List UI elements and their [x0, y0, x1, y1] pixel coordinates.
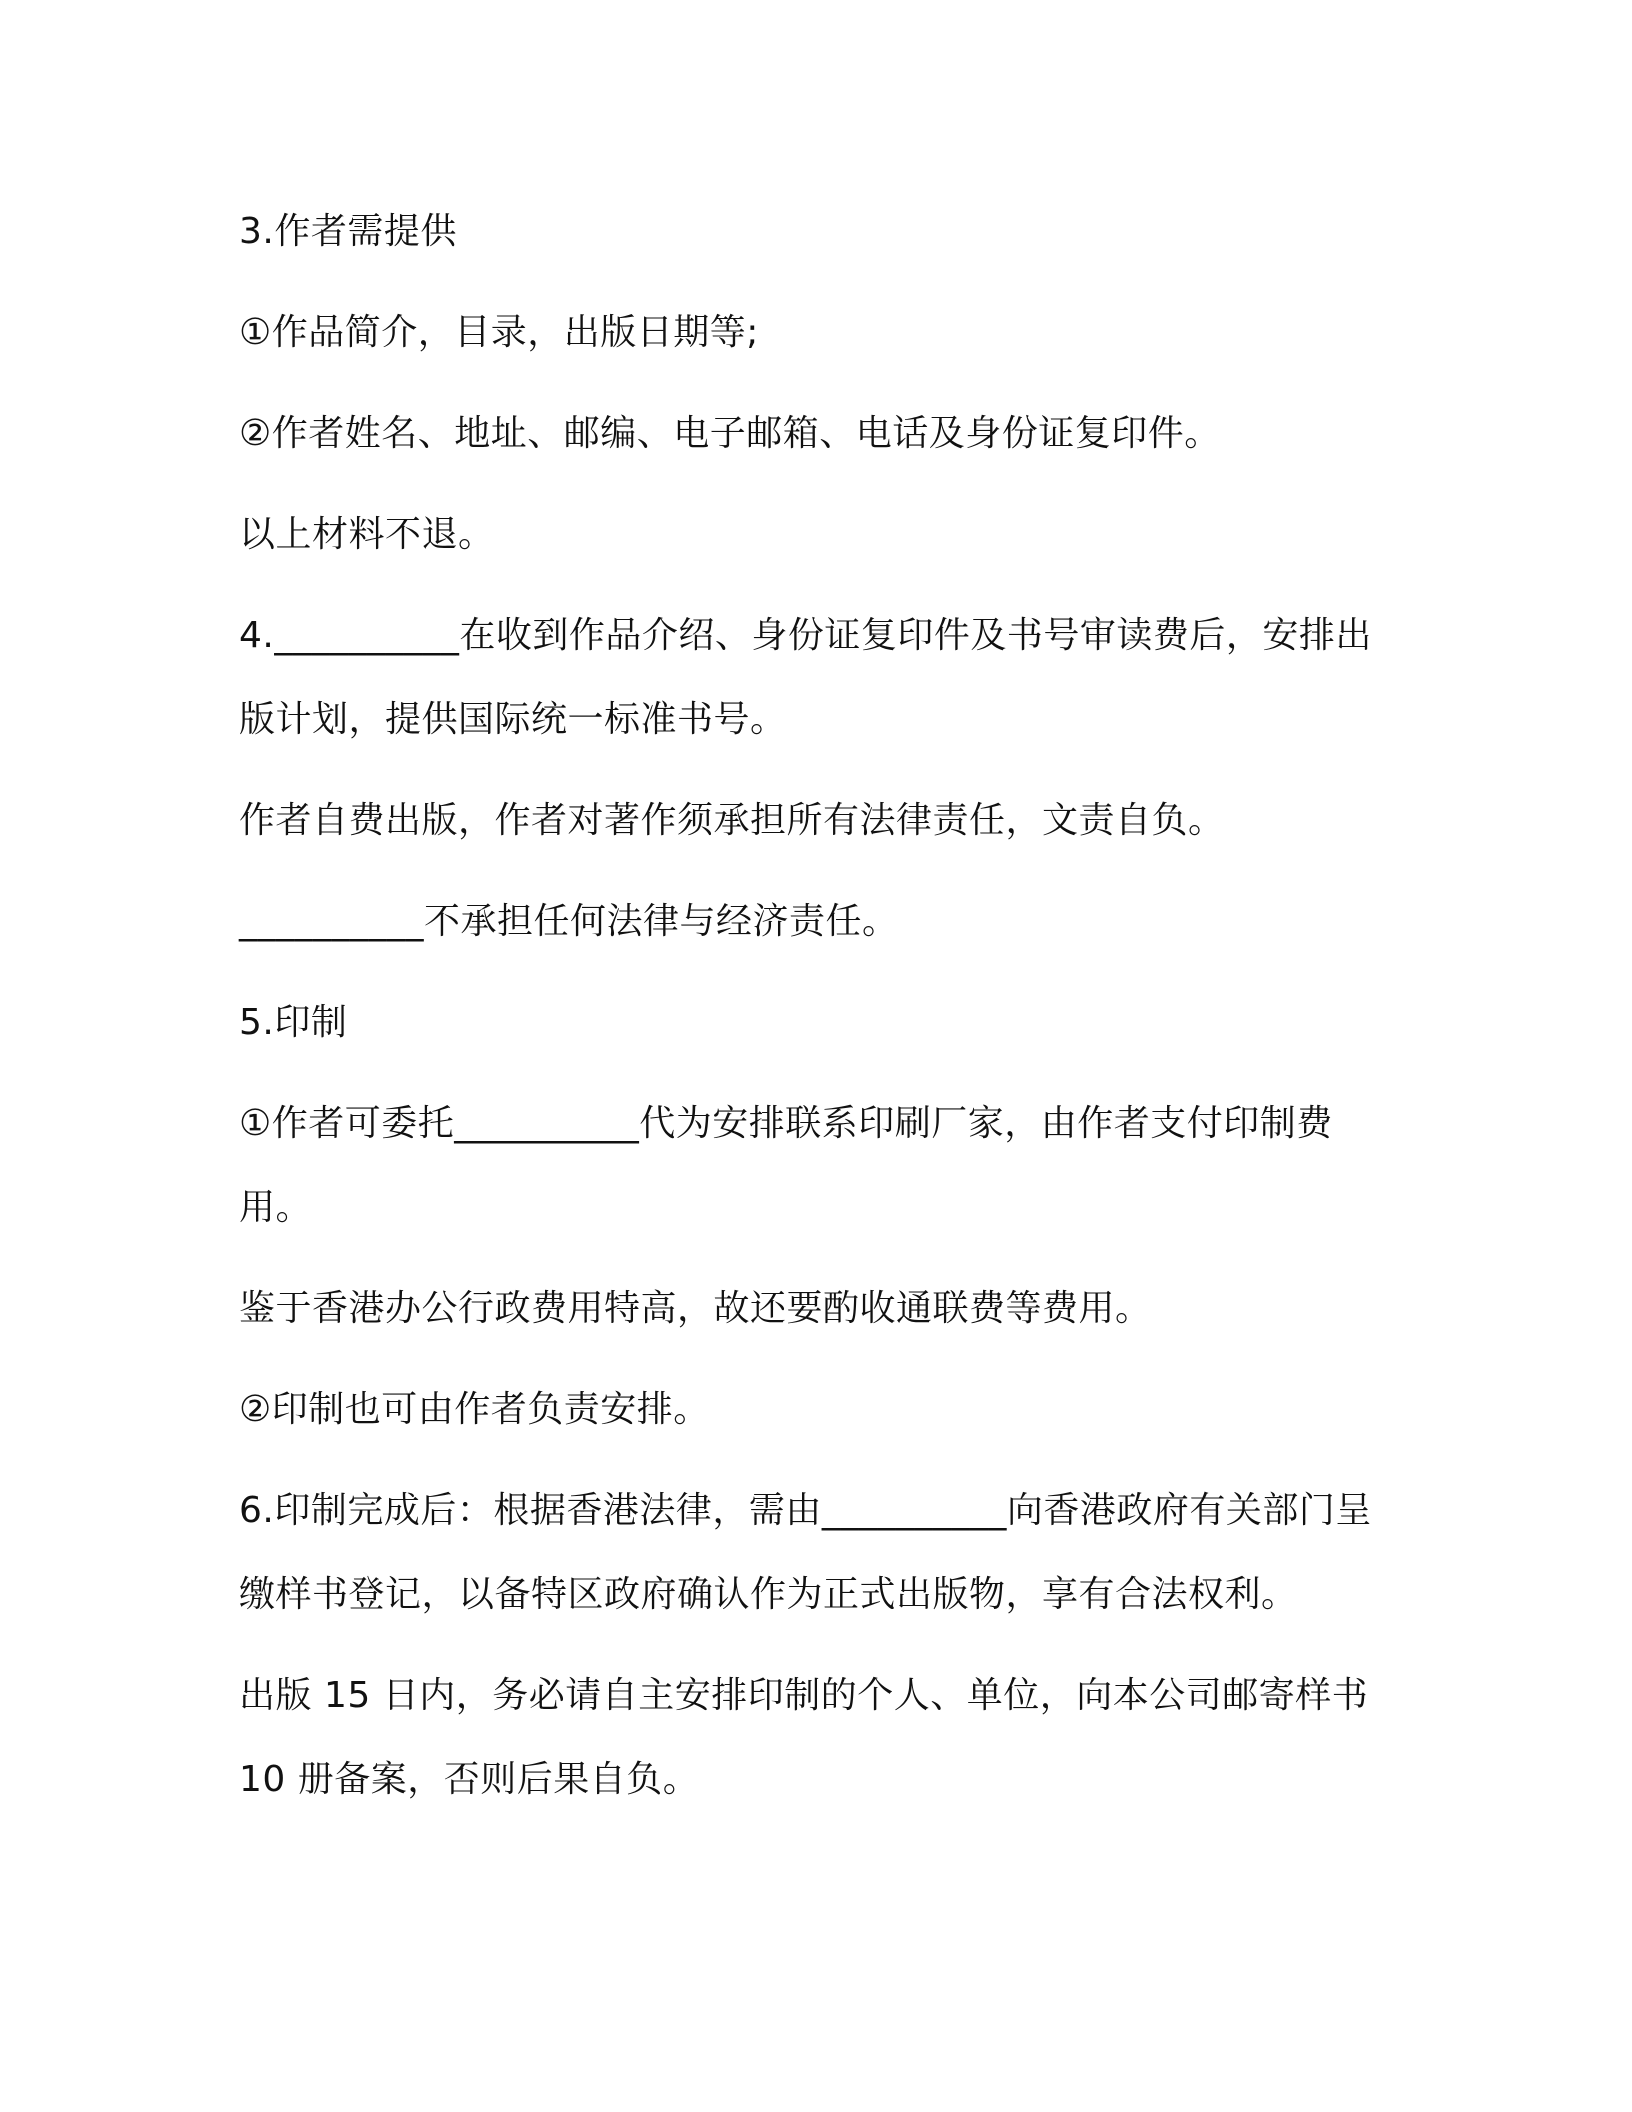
paragraph: 出版 15 日内，务必请自主安排印制的个人、单位，向本公司邮寄样书 10 册备案，否则后果自负。	[239, 1675, 1381, 1800]
list-item: ①作品简介，目录，出版日期等;	[239, 312, 759, 353]
section-5-heading: 5.印制	[239, 1002, 348, 1043]
list-item: ②印制也可由作者负责安排。	[239, 1389, 710, 1430]
paragraph: 鉴于香港办公行政费用特高，故还要酌收通联费等费用。	[239, 1288, 1152, 1329]
section-6-paragraph: 6.印制完成后：根据香港法律，需由__________向香港政府有关部门呈缴样书登记，以备特区政府确认作为正式出版物，享有合法权利。	[239, 1490, 1372, 1615]
paragraph: __________不承担任何法律与经济责任。	[239, 901, 899, 942]
paragraph: 作者自费出版，作者对著作须承担所有法律责任，文责自负。	[239, 800, 1225, 841]
section-3-heading: 3.作者需提供	[239, 211, 457, 252]
paragraph: 以上材料不退。	[239, 514, 495, 555]
section-4-paragraph: 4.__________在收到作品介绍、身份证复印件及书号审读费后，安排出版计划，提供国际统一标准书号。	[239, 615, 1372, 740]
list-item: ②作者姓名、地址、邮编、电子邮箱、电话及身份证复印件。	[239, 413, 1221, 454]
document-body	[239, 190, 1399, 1839]
list-item: ①作者可委托__________代为安排联系印刷厂家，由作者支付印制费用。	[239, 1103, 1333, 1228]
